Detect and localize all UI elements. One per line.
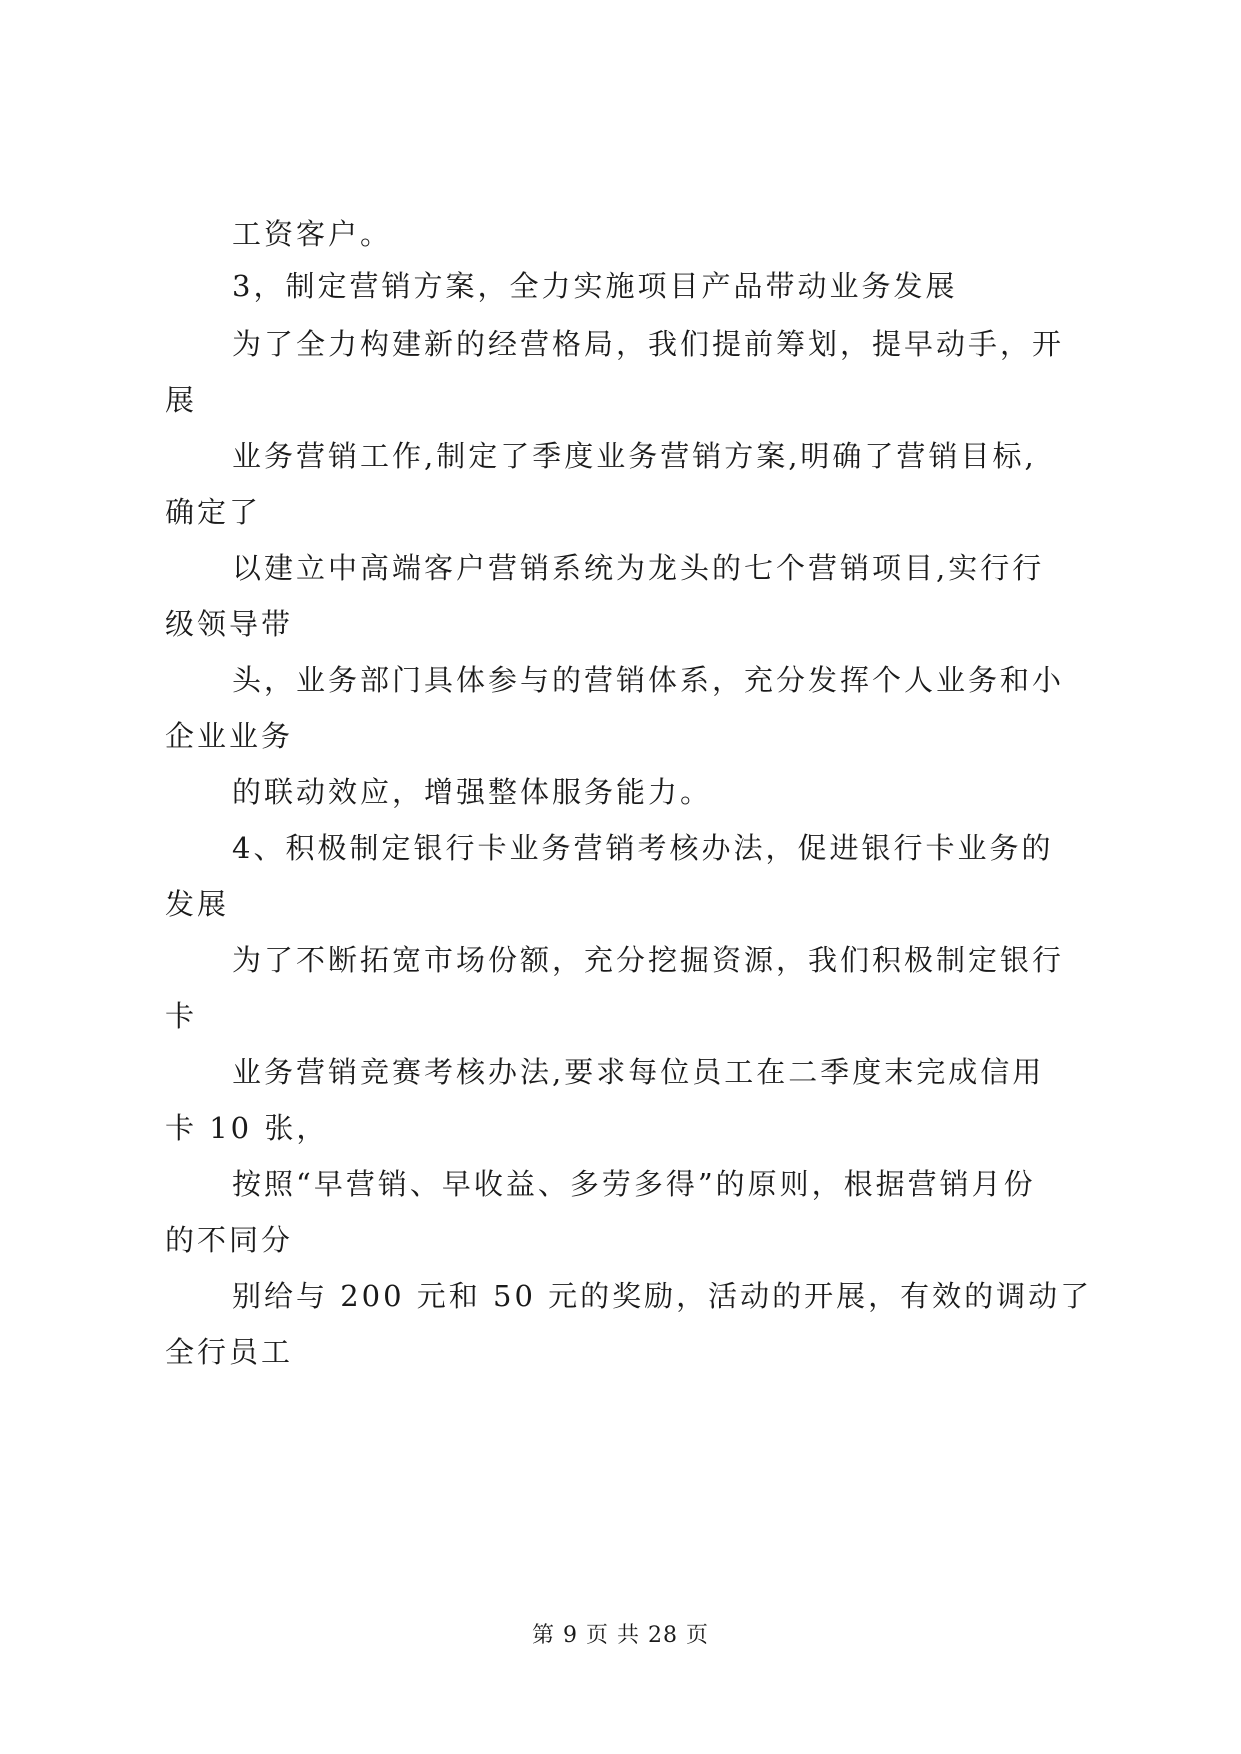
text-line: 工资客户。 [232,217,393,251]
text-line: 的不同分 [165,1223,294,1257]
text-line: 企业业务 [165,719,294,753]
text-line: 以建立中高端客户营销系统为龙头的七个营销项目,实行行 [232,551,1045,585]
text-line: 3，制定营销方案，全力实施项目产品带动业务发展 [232,269,958,303]
text-line: 为了全力构建新的经营格局，我们提前筹划，提早动手，开 [232,327,1065,361]
text-line: 发展 [165,887,230,921]
text-line: 确定了 [165,495,262,529]
text-line: 为了不断拓宽市场份额，充分挖掘资源，我们积极制定银行 [232,943,1065,977]
text-line: 展 [165,383,198,417]
text-line: 级领导带 [165,607,294,641]
text-line: 全行员工 [165,1335,294,1369]
text-line: 卡 10 张， [165,1111,329,1145]
text-line: 的联动效应，增强整体服务能力。 [232,775,713,809]
text-line: 按照“早营销、早收益、多劳多得”的原则，根据营销月份 [232,1167,1036,1201]
text-line: 4、积极制定银行卡业务营销考核办法，促进银行卡业务的 [232,831,1054,865]
text-line: 别给与 200 元和 50 元的奖励，活动的开展，有效的调动了 [232,1279,1093,1313]
text-line: 头，业务部门具体参与的营销体系，充分发挥个人业务和小 [232,663,1065,697]
text-line: 卡 [165,999,198,1033]
text-line: 业务营销竞赛考核办法,要求每位员工在二季度末完成信用 [232,1055,1045,1089]
page-number-footer: 第 9 页 共 28 页 [532,1623,709,1648]
text-line: 业务营销工作,制定了季度业务营销方案,明确了营销目标, [232,439,1037,473]
